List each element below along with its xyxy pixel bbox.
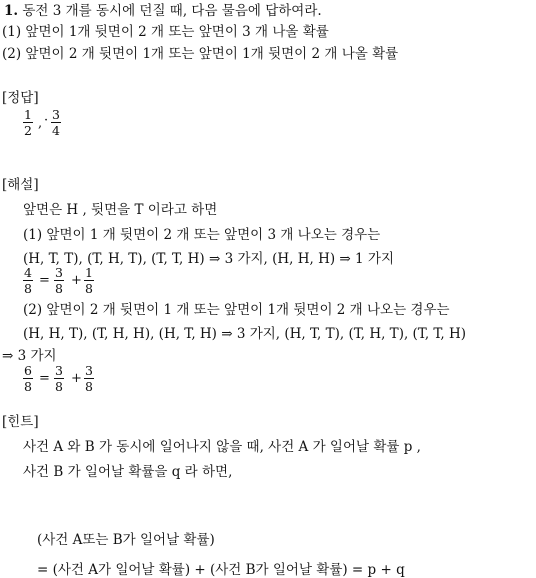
case1-fraction-left [23, 266, 33, 295]
case2-fraction-right [84, 364, 94, 393]
answer-separator-dots: · [44, 113, 49, 128]
fraction-numerator: 6 [24, 363, 32, 378]
hint-line-4: = (사건 A가 일어날 확률) + (사건 B가 일어날 확률) = p + q [37, 562, 405, 578]
case1-fraction-mid [54, 266, 64, 295]
explanation-label: [해설] [2, 177, 39, 193]
fraction-numerator: 1 [24, 107, 32, 122]
fraction-numerator: 1 [85, 265, 93, 280]
hint-line-3: (사건 A또는 B가 일어날 확률) [37, 532, 215, 548]
fraction-numerator: 3 [85, 363, 93, 378]
answer-fraction-1 [23, 108, 33, 137]
case2-continuation: ⇒ 3 가지 [2, 348, 57, 364]
case2-title: (2) 앞면이 2 개 뒷면이 1 개 또는 앞면이 1개 뒷면이 2 개 나오는 경우는 [23, 302, 450, 318]
case1-plus: + [71, 273, 82, 288]
case1-list: (H, T, T), (T, H, T), (T, T, H) ⇒ 3 가지, (H, H, H) ⇒ 1 가지 [23, 251, 394, 267]
hint-line-1: 사건 A 와 B 가 동시에 일어나지 않을 때, 사건 A 가 일어날 확률 p , [23, 439, 421, 455]
fraction-denominator: 8 [24, 281, 32, 296]
fraction-denominator: 8 [55, 281, 63, 296]
question-number: 1. [4, 3, 19, 19]
explanation-intro: 앞면은 H , 뒷면을 T 이라고 하면 [23, 202, 218, 218]
case2-list: (H, H, T), (T, H, H), (H, T, H) ⇒ 3 가지, (H, T, T), (T, H, T), (T, T, H) [23, 326, 467, 342]
fraction-denominator: 8 [85, 281, 93, 296]
answer-label: [정답] [2, 90, 39, 106]
case2-fraction-left [23, 364, 33, 393]
fraction-denominator: 8 [85, 379, 93, 394]
fraction-numerator: 3 [52, 107, 60, 122]
fraction-denominator: 4 [52, 123, 60, 138]
fraction-denominator: 8 [24, 379, 32, 394]
case2-equals: = [39, 371, 50, 386]
case1-equals: = [39, 273, 50, 288]
question-line [4, 3, 322, 19]
fraction-numerator: 3 [55, 363, 63, 378]
case1-fraction-right [84, 266, 94, 295]
hint-line-2: 사건 B 가 일어날 확률을 q 라 하면, [23, 464, 233, 480]
case2-plus: + [71, 371, 82, 386]
case2-fraction-mid [54, 364, 64, 393]
question-sub2: (2) 앞면이 2 개 뒷면이 1개 또는 앞면이 1개 뒷면이 2 개 나올 확률 [2, 46, 399, 62]
answer-fraction-2 [51, 108, 61, 137]
fraction-denominator: 2 [24, 123, 32, 138]
fraction-numerator: 4 [24, 265, 32, 280]
question-sub1: (1) 앞면이 1개 뒷면이 2 개 또는 앞면이 3 개 나올 확률 [2, 24, 329, 40]
hint-label: [힌트] [2, 414, 39, 430]
fraction-denominator: 8 [55, 379, 63, 394]
question-text: 동전 3 개를 동시에 던질 때, 다음 물음에 답하여라. [22, 3, 322, 19]
fraction-numerator: 3 [55, 265, 63, 280]
answer-separator: , [38, 116, 43, 131]
case1-title: (1) 앞면이 1 개 뒷면이 2 개 또는 앞면이 3 개 나오는 경우는 [23, 227, 381, 243]
